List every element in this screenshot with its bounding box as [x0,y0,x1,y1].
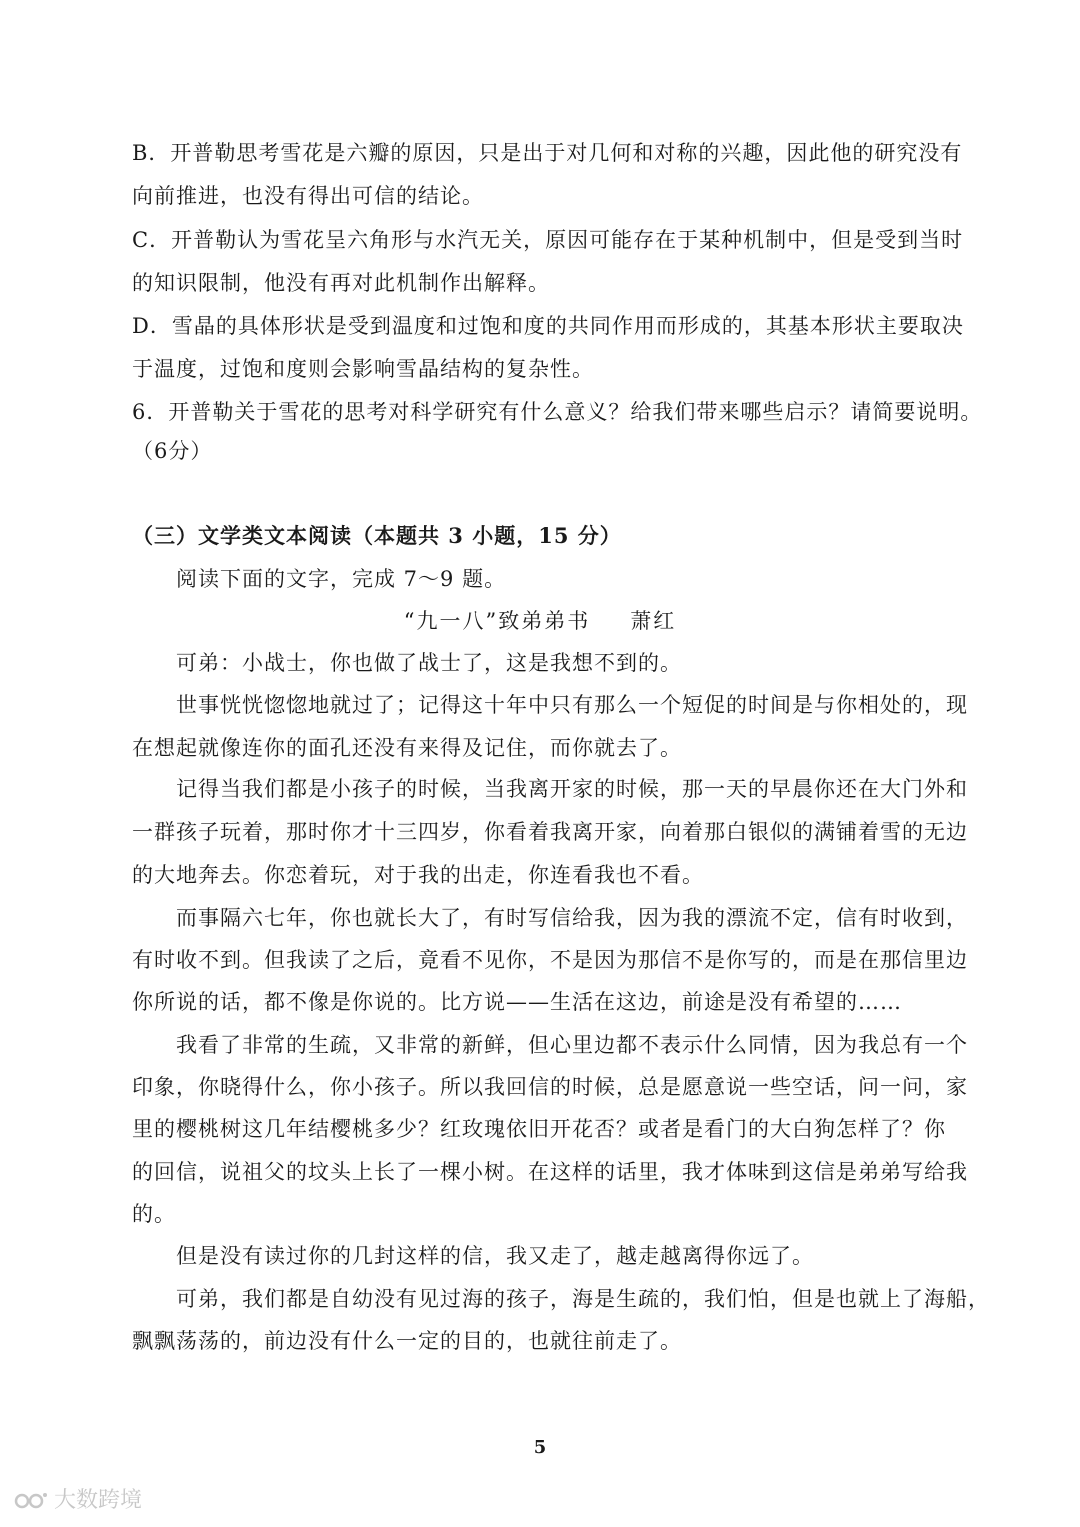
watermark [14,1486,142,1516]
paragraph-3-line-2: 一群孩子玩着，那时你才十三四岁，你看着我离开家，向着那白银似的满铺着雪的无边 [132,820,968,844]
option-b-line-2: 向前推进，也没有得出可信的结论。 [132,184,484,208]
paragraph-4-line-1: 而事隔六七年，你也就长大了，有时写信给我，因为我的漂流不定，信有时收到， [176,906,968,930]
paragraph-5-line-2: 印象，你晓得什么，你小孩子。所以我回信的时候，总是愿意说一些空话，问一问，家 [132,1075,968,1099]
question-6-line-2: （6分） [132,439,213,463]
option-d-line-1: D．雪晶的具体形状是受到温度和过饱和度的共同作用而形成的，其基本形状主要取决 [132,314,964,338]
paragraph-6-line-1: 但是没有读过你的几封这样的信，我又走了，越走越离得你远了。 [176,1244,814,1268]
paragraph-1-line-1: 可弟：小战士，你也做了战士了，这是我想不到的。 [176,651,682,675]
paragraph-2-line-2: 在想起就像连你的面孔还没有来得及记住，而你就去了。 [132,736,682,760]
option-b-line-1: B．开普勒思考雪花是六瓣的原因，只是出于对几何和对称的兴趣，因此他的研究没有 [132,141,963,165]
question-6-line-1: 6．开普勒关于雪花的思考对科学研究有什么意义？给我们带来哪些启示？请简要说明。 [132,400,983,424]
paragraph-3-line-3: 的大地奔去。你恋着玩，对于我的出走，你连看我也不看。 [132,863,704,887]
option-c-line-2: 的知识限制，他没有再对此机制作出解释。 [132,271,550,295]
letter-title: “九一八”致弟弟书 [403,609,591,633]
paragraph-5-line-1: 我看了非常的生疏，又非常的新鲜，但心里边都不表示什么同情，因为我总有一个 [176,1033,968,1057]
paragraph-2-line-1: 世事恍恍惚惚地就过了；记得这十年中只有那么一个短促的时间是与你相处的，现 [176,693,968,717]
brand-logo-icon [14,1489,48,1513]
paragraph-4-line-2: 有时收不到。但我读了之后，竟看不见你，不是因为那信不是你写的，而是在那信里边 [132,948,968,972]
paragraph-5-line-5: 的。 [132,1202,176,1226]
letter-title-line [0,606,1080,636]
section-instruction: 阅读下面的文字，完成 7～9 题。 [176,567,507,591]
paragraph-5-line-4: 的回信，说祖父的坟头上长了一棵小树。在这样的话里，我才体味到这信是弟弟写给我 [132,1160,968,1184]
option-d-line-2: 于温度，过饱和度则会影响雪晶结构的复杂性。 [132,357,594,381]
page-number: 5 [533,1437,547,1458]
watermark-text: 大数跨境 [54,1488,143,1513]
letter-author: 萧红 [630,609,677,633]
paragraph-4-line-3: 你所说的话，都不像是你说的。比方说——生活在这边，前途是没有希望的…… [132,990,902,1014]
section-heading: （三）文学类文本阅读（本题共 3 小题，15 分） [132,523,622,548]
option-c-line-1: C．开普勒认为雪花呈六角形与水汽无关，原因可能存在于某种机制中，但是受到当时 [132,228,964,252]
paragraph-5-line-3: 里的樱桃树这几年结樱桃多少？红玫瑰依旧开花否？或者是看门的大白狗怎样了？你 [132,1117,946,1141]
paragraph-7-line-1: 可弟，我们都是自幼没有见过海的孩子，海是生疏的，我们怕，但是也就上了海船， [176,1287,990,1311]
paragraph-7-line-2: 飘飘荡荡的，前边没有什么一定的目的，也就往前走了。 [132,1329,682,1353]
paragraph-3-line-1: 记得当我们都是小孩子的时候，当我离开家的时候，那一天的早晨你还在大门外和 [176,777,968,801]
